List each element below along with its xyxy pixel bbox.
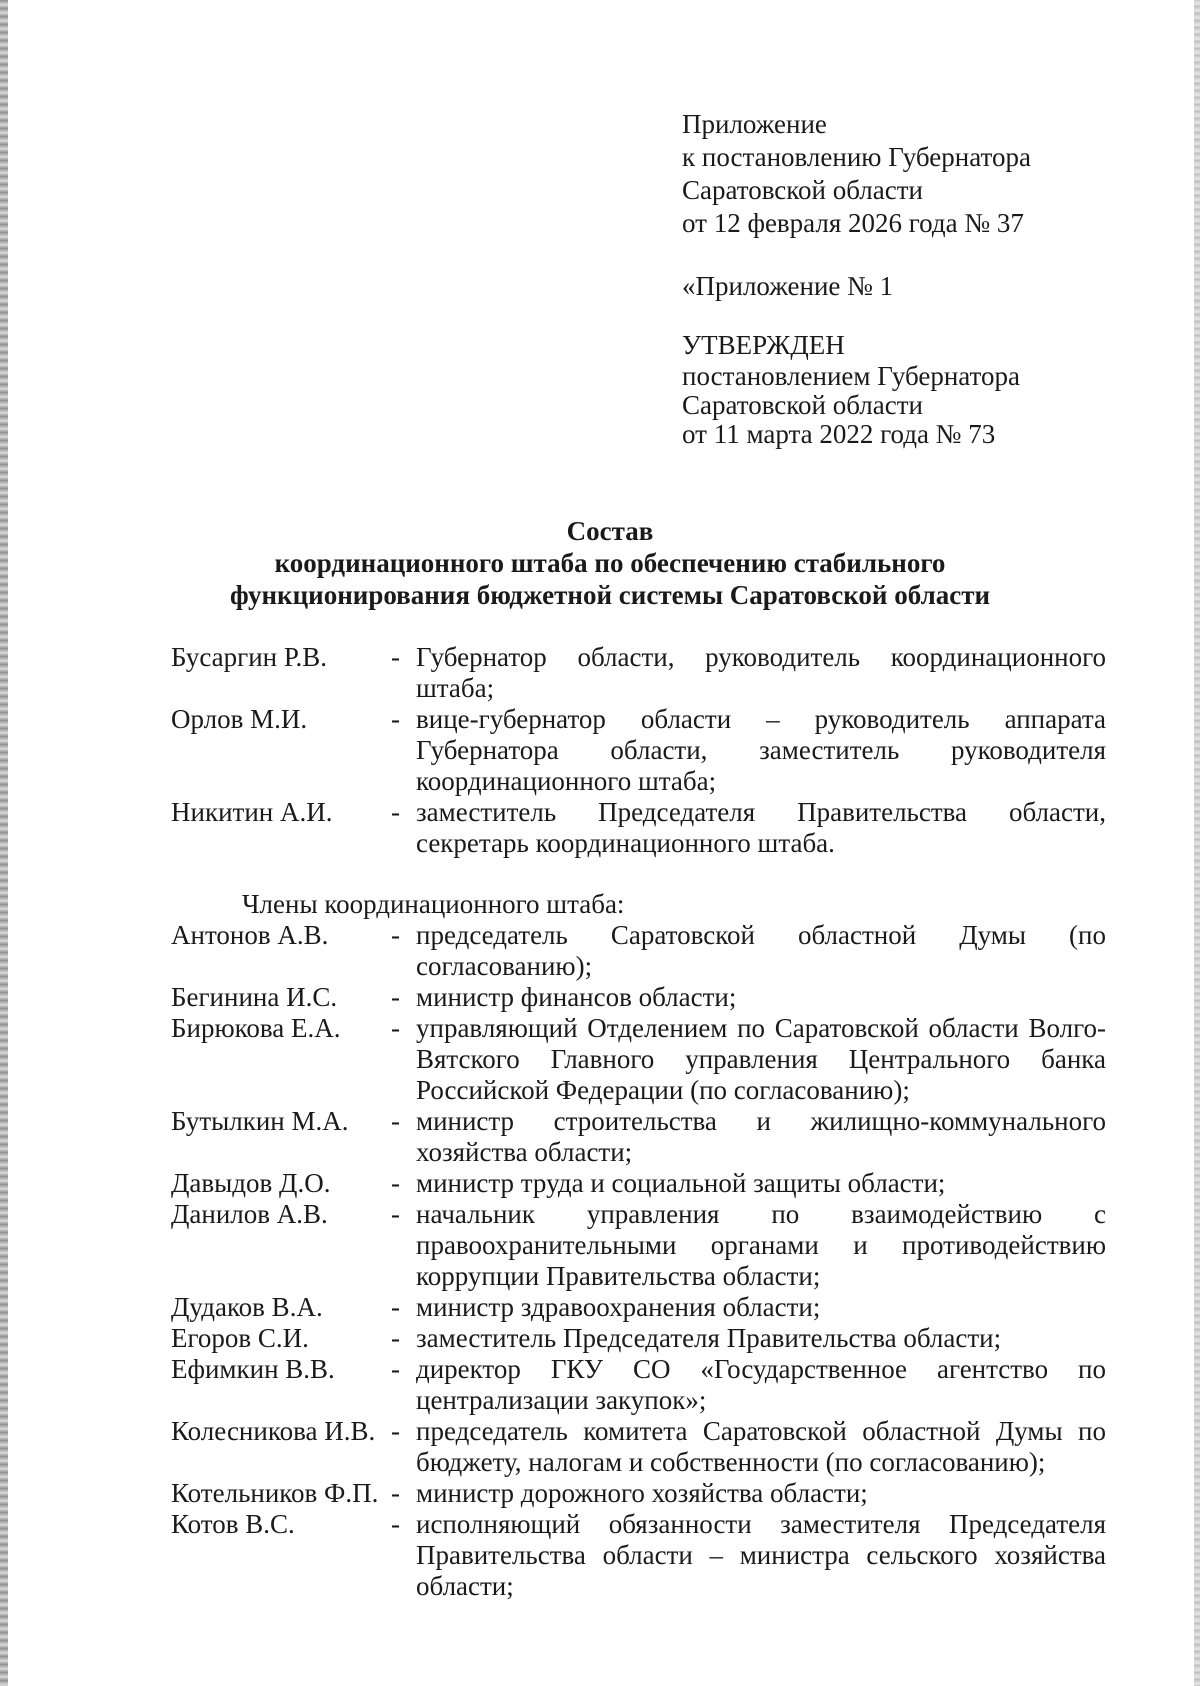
person-role: Губернатор области, руководитель координационного штаба; (416, 642, 1106, 703)
dash: - (391, 1292, 400, 1322)
person-role: министр дорожного хозяйства области; (416, 1478, 868, 1508)
dash: - (391, 920, 400, 950)
person-role: начальник управления по взаимодействию с правоохранительными органами и противодействию коррупции Правительства области; (416, 1199, 1106, 1291)
title-line: координационного штаба по обеспечению стабильного (274, 548, 946, 578)
dash: - (391, 1323, 400, 1353)
list-item (171, 982, 1106, 1013)
annex-line: от 12 февраля 2026 года № 37 (682, 208, 1024, 238)
list-item (171, 1323, 1106, 1354)
list-item (171, 1354, 1106, 1416)
person-role: министр строительства и жилищно-коммунального хозяйства области; (416, 1106, 1106, 1167)
list-item (171, 1199, 1106, 1292)
title-line: функционирования бюджетной системы Саратовской области (229, 580, 991, 610)
person-role: заместитель Председателя Правительства области; (416, 1323, 1002, 1353)
approved-line: постановлением Губернатора (682, 361, 1020, 391)
list-item (171, 1292, 1106, 1323)
person-name: Бегинина И.С. (171, 982, 338, 1012)
person-name: Бусаргин Р.В. (171, 642, 328, 672)
person-name: Антонов А.В. (171, 920, 329, 950)
list-item (171, 1478, 1106, 1509)
list-item (171, 1509, 1106, 1602)
dash: - (391, 1106, 400, 1136)
approved-block (682, 329, 1031, 449)
person-role: председатель Саратовской областной Думы (по согласованию); (416, 920, 1106, 981)
annex-line: Приложение (682, 109, 827, 139)
list-item (171, 704, 1106, 797)
approved-line: от 11 марта 2022 года № 73 (682, 419, 996, 449)
annex-line: Саратовской области (682, 175, 923, 205)
approval-block (682, 108, 1031, 449)
person-role: управляющий Отделением по Саратовской области Волго-Вятского Главного управления Центрального банка Российской Федерации (по согласованию); (416, 1013, 1106, 1105)
list-item (171, 642, 1106, 704)
dash: - (391, 797, 400, 827)
person-role: исполняющий обязанности заместителя Председателя Правительства области – министра сельского хозяйства области; (416, 1509, 1106, 1601)
members-list (171, 920, 1106, 1602)
person-name: Дудаков В.А. (171, 1292, 323, 1322)
scan-edge-left (0, 0, 8, 1686)
person-name: Бирюкова Е.А. (171, 1013, 341, 1043)
dash: - (391, 1416, 400, 1446)
document-title (140, 515, 1080, 611)
person-role: вице-губернатор области – руководитель аппарата Губернатора области, заместитель руководителя координационного штаба; (416, 704, 1106, 796)
dash: - (391, 1478, 400, 1508)
staff-roster (171, 642, 1106, 1602)
dash: - (391, 982, 400, 1012)
list-item (171, 1106, 1106, 1168)
list-item (171, 1168, 1106, 1199)
person-role: заместитель Председателя Правительства области, секретарь координационного штаба. (416, 797, 1106, 858)
dash: - (391, 642, 400, 672)
list-item (171, 1013, 1106, 1106)
scan-edge-right (1194, 0, 1200, 1686)
person-role: министр труда и социальной защиты области; (416, 1168, 946, 1198)
members-heading: Члены координационного штаба: (242, 889, 625, 919)
dash: - (391, 1013, 400, 1043)
person-name: Данилов А.В. (171, 1199, 328, 1229)
annex-line: к постановлению Губернатора (682, 142, 1031, 172)
person-name: Никитин А.И. (171, 797, 333, 827)
leadership-list (171, 642, 1106, 859)
title-line: Состав (566, 516, 654, 546)
dash: - (391, 1199, 400, 1229)
dash: - (391, 704, 400, 734)
person-name: Орлов М.И. (171, 704, 308, 734)
person-role: министр здравоохранения области; (416, 1292, 821, 1322)
list-item (171, 920, 1106, 982)
person-role: министр финансов области; (416, 982, 737, 1012)
person-name: Котельников Ф.П. (171, 1478, 379, 1508)
approved-line: Саратовской области (682, 390, 923, 420)
person-name: Бутылкин М.А. (171, 1106, 349, 1136)
person-name: Колесникова И.В. (171, 1416, 376, 1446)
dash: - (391, 1354, 400, 1384)
dash: - (391, 1509, 400, 1539)
person-name: Котов В.С. (171, 1509, 295, 1539)
approved-head: УТВЕРЖДЕН (682, 330, 845, 360)
person-name: Давыдов Д.О. (171, 1168, 331, 1198)
person-role: директор ГКУ СО «Государственное агентство по централизации закупок»; (416, 1354, 1106, 1415)
person-name: Ефимкин В.В. (171, 1354, 335, 1384)
person-name: Егоров С.И. (171, 1323, 309, 1353)
annex-number: «Приложение № 1 (682, 271, 894, 301)
list-item (171, 1416, 1106, 1478)
dash: - (391, 1168, 400, 1198)
person-role: председатель комитета Саратовской областной Думы по бюджету, налогам и собственности (по согласованию); (416, 1416, 1106, 1477)
list-item (171, 797, 1106, 859)
